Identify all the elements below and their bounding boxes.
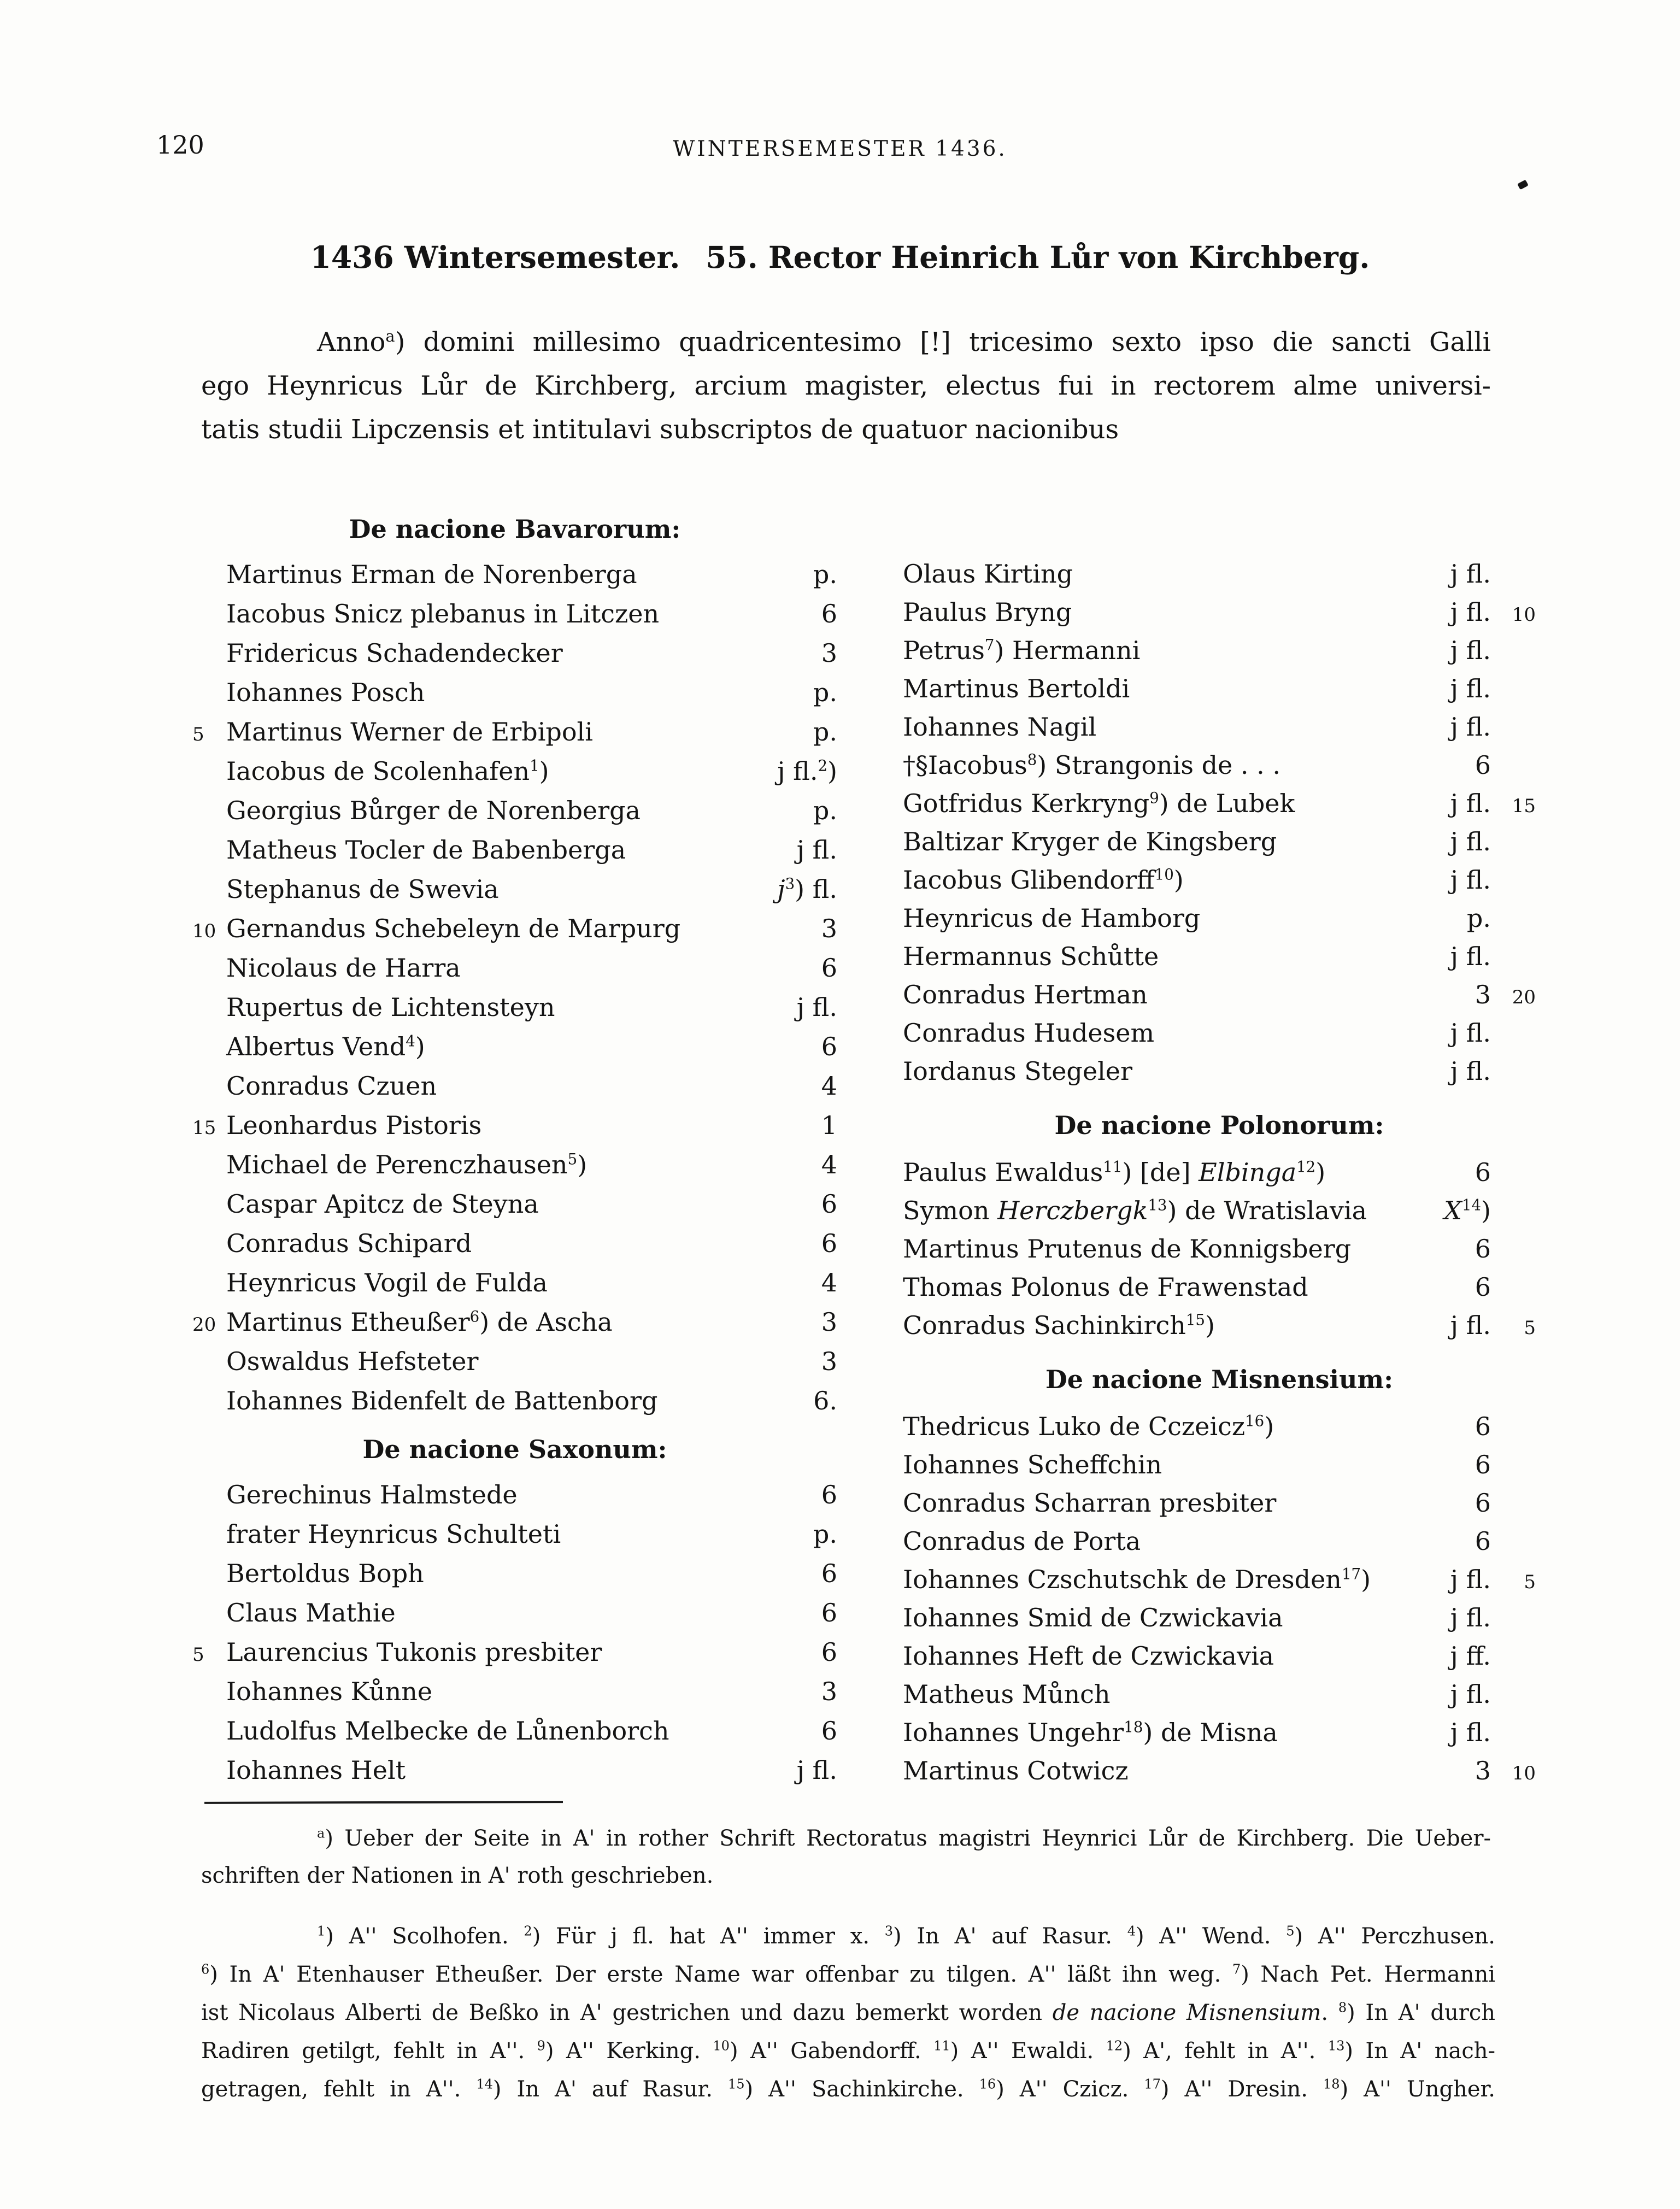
register-row (903, 593, 1536, 631)
fee-value: p. (813, 1519, 837, 1549)
student-name: Bertoldus Boph (226, 1559, 424, 1588)
fee-value: j fl. (1450, 1718, 1491, 1747)
register-row (192, 948, 837, 988)
fee-value: j fl. (796, 835, 837, 865)
student-name: Georgius Bůrger de Norenberga (226, 796, 641, 825)
line-number: 10 (192, 920, 216, 942)
nation-heading: De nacione Misnensium: (1045, 1365, 1394, 1394)
nation-heading: De nacione Saxonum: (362, 1435, 667, 1464)
student-name: Martinus Werner de Erbipoli (226, 717, 593, 747)
line-number: 20 (192, 1314, 216, 1336)
register-row (192, 1027, 837, 1066)
fee-value: 3 (821, 1307, 837, 1337)
student-name: Iohannes Heft de Czwickavia (903, 1641, 1274, 1671)
student-name: Symon Herczbergk$^{13}$) de Wratislavia (903, 1196, 1367, 1225)
line-number: 5 (1524, 1571, 1536, 1593)
register-row (192, 1224, 837, 1263)
page-number: 120 (156, 130, 204, 160)
fee-value: j fl.$^2$) (777, 756, 837, 786)
fee-value: 6 (1475, 1158, 1491, 1187)
fee-value: j fl. (1450, 789, 1491, 818)
fee-value: 6. (813, 1386, 837, 1415)
student-name: Petrus$^7$) Hermanni (903, 636, 1141, 665)
register-row (903, 1306, 1536, 1344)
student-name: Paulus Ewaldus$^{11}$) [de] Elbinga$^{12}$) (903, 1158, 1326, 1187)
fee-value: j fl. (796, 992, 837, 1022)
register-row (903, 861, 1536, 899)
register-row (903, 746, 1536, 784)
register-row (903, 1191, 1536, 1230)
student-name: Iohannes Ungehr$^{18}$) de Misna (903, 1718, 1278, 1747)
register-right-column (903, 555, 1536, 1790)
register-row (192, 1263, 837, 1302)
ink-speck (1517, 180, 1529, 190)
student-name: Gernandus Schebeleyn de Marpurg (226, 914, 681, 943)
register-row (192, 751, 837, 791)
student-name: frater Heynricus Schulteti (226, 1519, 561, 1549)
register-row (192, 594, 837, 633)
fee-value: j fl. (1450, 636, 1491, 665)
line-number: 10 (1512, 1762, 1536, 1784)
register-row (903, 784, 1536, 822)
register-row (903, 669, 1536, 708)
register-row (192, 1066, 837, 1106)
fee-value: j fl. (1450, 559, 1491, 589)
text-line: tatis studii Lipczensis et intitulavi subscriptos de quatuor nacionibus (201, 414, 1119, 445)
register-row (192, 555, 837, 594)
register-row (903, 822, 1536, 861)
register-row (903, 1599, 1536, 1637)
fee-value: 6 (821, 1189, 837, 1219)
footnote-a (201, 1820, 1491, 1894)
register-row (903, 937, 1536, 976)
fee-value: j fl. (796, 1755, 837, 1785)
line-number: 15 (192, 1117, 216, 1139)
student-name: Thomas Polonus de Frawenstad (903, 1272, 1308, 1302)
fee-value: j ff. (1450, 1641, 1491, 1671)
fee-value: j fl. (1450, 942, 1491, 971)
student-name: Iohannes Scheffchin (903, 1450, 1162, 1479)
register-row (192, 712, 837, 751)
fee-value: 1 (821, 1111, 837, 1140)
register-row (903, 1484, 1536, 1522)
fee-value: 6 (1475, 750, 1491, 780)
fee-value: j fl. (1450, 597, 1491, 627)
register-row (192, 830, 837, 870)
register-row (192, 673, 837, 712)
text-line: schriften der Nationen in A' roth geschrieben. (201, 1863, 714, 1888)
fee-value: j fl. (1450, 1311, 1491, 1340)
fee-value: 3 (1475, 1756, 1491, 1785)
register-row (903, 976, 1536, 1014)
register-row (903, 1637, 1536, 1675)
student-name: Iohannes Posch (226, 678, 425, 707)
register-row (192, 1593, 837, 1632)
student-name: Iacobus Glibendorff$^{10}$) (903, 865, 1184, 895)
fee-value: 6 (1475, 1412, 1491, 1441)
student-name: Gotfridus Kerkryng$^9$) de Lubek (903, 789, 1295, 818)
register-row (903, 1052, 1536, 1090)
student-name: Claus Mathie (226, 1598, 396, 1628)
register-row (903, 1522, 1536, 1560)
text-line: ist Nicolaus Alberti de Beßko in A' gestrichen und dazu bemerkt worden de nacione Misnensium. $^8$) In A' durch (201, 2000, 1496, 2025)
register-row (192, 1184, 837, 1224)
student-name: Iordanus Stegeler (903, 1056, 1133, 1086)
fee-value: 6 (1475, 1488, 1491, 1518)
fee-value: 6 (821, 953, 837, 983)
line-number: 5 (192, 1644, 204, 1666)
register-row (903, 1752, 1536, 1790)
student-name: Michael de Perenczhausen$^5$) (226, 1150, 588, 1179)
text-line: $^a$) Ueber der Seite in A' in rother Schrift Rectoratus magistri Heynrici Lůr de Kirchberg. Die Ueber- (317, 1825, 1491, 1851)
student-name: Iohannes Bidenfelt de Battenborg (226, 1386, 658, 1415)
nation-heading: De nacione Polonorum: (1054, 1111, 1384, 1140)
student-name: Oswaldus Hefsteter (226, 1347, 479, 1376)
fee-value: 6 (821, 1480, 837, 1509)
line-number: 5 (1524, 1317, 1536, 1339)
fee-value: 6 (821, 1598, 837, 1628)
register-row (903, 555, 1536, 593)
fee-value: 4 (821, 1150, 837, 1179)
fee-value: 4 (821, 1268, 837, 1297)
intro-paragraph (201, 320, 1491, 451)
student-name: Iohannes Kůnne (226, 1677, 433, 1706)
student-name: Conradus Czuen (226, 1071, 437, 1101)
register-row (903, 1713, 1536, 1752)
fee-value: j fl. (1450, 827, 1491, 856)
fee-value: 6 (821, 1637, 837, 1667)
student-name: Conradus Schipard (226, 1229, 472, 1258)
fee-value: 3 (821, 914, 837, 943)
student-name: Iohannes Helt (226, 1755, 406, 1785)
fee-value: $X^{14}$) (1444, 1196, 1491, 1225)
register-row (903, 1675, 1536, 1713)
student-name: Matheus Můnch (903, 1679, 1111, 1709)
student-name: Martinus Prutenus de Konnigsberg (903, 1234, 1352, 1264)
text-line: Radiren getilgt, fehlt in A''. $^9$) A'' Kerking. $^{10}$) A'' Gabendorff. $^{11}$) A'' Ewaldi. $^{12}$) A', fehlt in A''. $^{13}$) In A' nach- (201, 2038, 1496, 2064)
register-left-column (192, 500, 837, 1790)
fee-value: p. (1466, 903, 1491, 933)
running-head: WINTERSEMESTER 1436. (673, 137, 1007, 161)
student-name: Ludolfus Melbecke de Lůnenborch (226, 1716, 669, 1746)
register-row (903, 899, 1536, 937)
text-line: $^1$) A'' Scolhofen. $^2$) Für j fl. hat A'' immer x. $^3$) In A' auf Rasur. $^4$) A'' Wend. $^5$) A'' Perczhusen. (317, 1923, 1496, 1949)
fee-value: 6 (821, 1716, 837, 1746)
fee-value: p. (813, 717, 837, 747)
student-name: Albertus Vend$^4$) (226, 1032, 425, 1061)
student-name: Paulus Bryng (903, 597, 1072, 627)
student-name: Iacobus Snicz plebanus in Litczen (226, 599, 660, 628)
fee-value: j fl. (1450, 1679, 1491, 1709)
fee-value: 6 (1475, 1526, 1491, 1556)
fee-value: 3 (821, 638, 837, 668)
fee-value: j fl. (1450, 1018, 1491, 1048)
fee-value: 6 (1475, 1450, 1491, 1479)
student-name: Matheus Tocler de Babenberga (226, 835, 626, 865)
line-number: 5 (192, 724, 204, 745)
register-row (903, 708, 1536, 746)
register-row (192, 1554, 837, 1593)
student-name: Iohannes Nagil (903, 712, 1097, 742)
fee-value: j fl. (1450, 674, 1491, 703)
student-name: Conradus Scharran presbiter (903, 1488, 1277, 1518)
register-row (192, 1632, 837, 1672)
student-name: Nicolaus de Harra (226, 953, 461, 983)
register-row (903, 1230, 1536, 1268)
student-name: Iohannes Czschutschk de Dresden$^{17}$) (903, 1565, 1371, 1594)
fee-value: 3 (821, 1677, 837, 1706)
line-number: 20 (1512, 986, 1536, 1008)
footnote-rule (204, 1801, 563, 1804)
student-name: Leonhardus Pistoris (226, 1111, 482, 1140)
fee-value: j fl. (1450, 1603, 1491, 1632)
register-row (903, 1268, 1536, 1306)
text-line: ego Heynricus Lůr de Kirchberg, arcium magister, electus fui in rectorem alme universi- (201, 371, 1491, 401)
text-line: getragen, fehlt in A''. $^{14}$) In A' auf Rasur. $^{15}$) A'' Sachinkirche. $^{16}$) A'' Czicz. $^{17}$) A'' Dresin. $^{18}$) A'' Ungher. (201, 2076, 1495, 2102)
register-row (192, 1106, 837, 1145)
student-name: Gerechinus Halmstede (226, 1480, 518, 1509)
line-number: 10 (1512, 604, 1536, 626)
fee-value: j fl. (1450, 712, 1491, 742)
student-name: Iohannes Smid de Czwickavia (903, 1603, 1283, 1632)
student-name: Conradus Hudesem (903, 1018, 1155, 1048)
register-row (903, 1560, 1536, 1599)
student-name: Rupertus de Lichtensteyn (226, 992, 555, 1022)
register-row (192, 1711, 837, 1750)
fee-value: 6 (1475, 1234, 1491, 1264)
student-name: Stephanus de Swevia (226, 874, 499, 904)
fee-value: 6 (821, 599, 837, 628)
student-name: Laurencius Tukonis presbiter (226, 1637, 602, 1667)
student-name: Conradus de Porta (903, 1526, 1141, 1556)
register-row (192, 1475, 837, 1514)
register-row (903, 1153, 1536, 1191)
register-row (192, 1145, 837, 1184)
fee-value: 6 (821, 1032, 837, 1061)
register-row (192, 988, 837, 1027)
register-row (192, 1514, 837, 1554)
fee-value: 3 (1475, 980, 1491, 1009)
text-line: $^6$) In A' Etenhauser Etheußer. Der erste Name war offenbar zu tilgen. A'' läßt ihn weg. $^7$) Nach Pet. Hermanni (201, 1961, 1496, 1987)
student-name: Martinus Etheußer$^6$) de Ascha (226, 1307, 613, 1337)
student-name: Martinus Erman de Norenberga (226, 560, 637, 589)
register-row (192, 1750, 837, 1790)
chapter-title: 1436 Wintersemester. 55. Rector Heinrich Lůr von Kirchberg. (310, 239, 1370, 275)
fee-value: 6 (821, 1229, 837, 1258)
fee-value: p. (813, 678, 837, 707)
student-name: Olaus Kirting (903, 559, 1073, 589)
register-row (192, 1672, 837, 1711)
register-row (192, 791, 837, 830)
register-row (192, 1302, 837, 1342)
student-name: Heynricus de Hamborg (903, 903, 1201, 933)
register-row (192, 870, 837, 909)
student-name: Caspar Apitcz de Steyna (226, 1189, 539, 1219)
student-name: Baltizar Kryger de Kingsberg (903, 827, 1277, 856)
student-name: Hermannus Schůtte (903, 942, 1159, 971)
fee-value: j fl. (1450, 1056, 1491, 1086)
text-line: Anno$^a$) domini millesimo quadricentesimo [!] tricesimo sexto ipso die sancti Galli (317, 327, 1491, 357)
register-row (903, 1446, 1536, 1484)
student-name: Fridericus Schadendecker (226, 638, 563, 668)
register-row (903, 1014, 1536, 1052)
student-name: Martinus Bertoldi (903, 674, 1130, 703)
fee-value: 4 (821, 1071, 837, 1101)
student-name: Martinus Cotwicz (903, 1756, 1129, 1785)
register-row (192, 909, 837, 948)
fee-value: p. (813, 560, 837, 589)
student-name: Conradus Sachinkirch$^{15}$) (903, 1311, 1215, 1340)
fee-value: 3 (821, 1347, 837, 1376)
student-name: Thedricus Luko de Cczeicz$^{16}$) (903, 1412, 1274, 1441)
fee-value: j fl. (1450, 865, 1491, 895)
register-row (903, 1407, 1536, 1446)
register-row (192, 633, 837, 673)
student-name: Iacobus de Scolenhafen$^1$) (226, 756, 549, 786)
fee-value: p. (813, 796, 837, 825)
fee-value: $j^3$) fl. (777, 874, 837, 904)
register-row (903, 631, 1536, 669)
student-name: †§Iacobus$^8$) Strangonis de . . . (903, 750, 1281, 780)
fee-value: 6 (1475, 1272, 1491, 1302)
nation-heading: De nacione Bavarorum: (349, 514, 681, 544)
numbered-footnotes (201, 1917, 1495, 2108)
register-row (192, 1381, 837, 1420)
fee-value: 6 (821, 1559, 837, 1588)
register-row (192, 1342, 837, 1381)
line-number: 15 (1512, 795, 1536, 817)
fee-value: j fl. (1450, 1565, 1491, 1594)
student-name: Conradus Hertman (903, 980, 1148, 1009)
student-name: Heynricus Vogil de Fulda (226, 1268, 548, 1297)
